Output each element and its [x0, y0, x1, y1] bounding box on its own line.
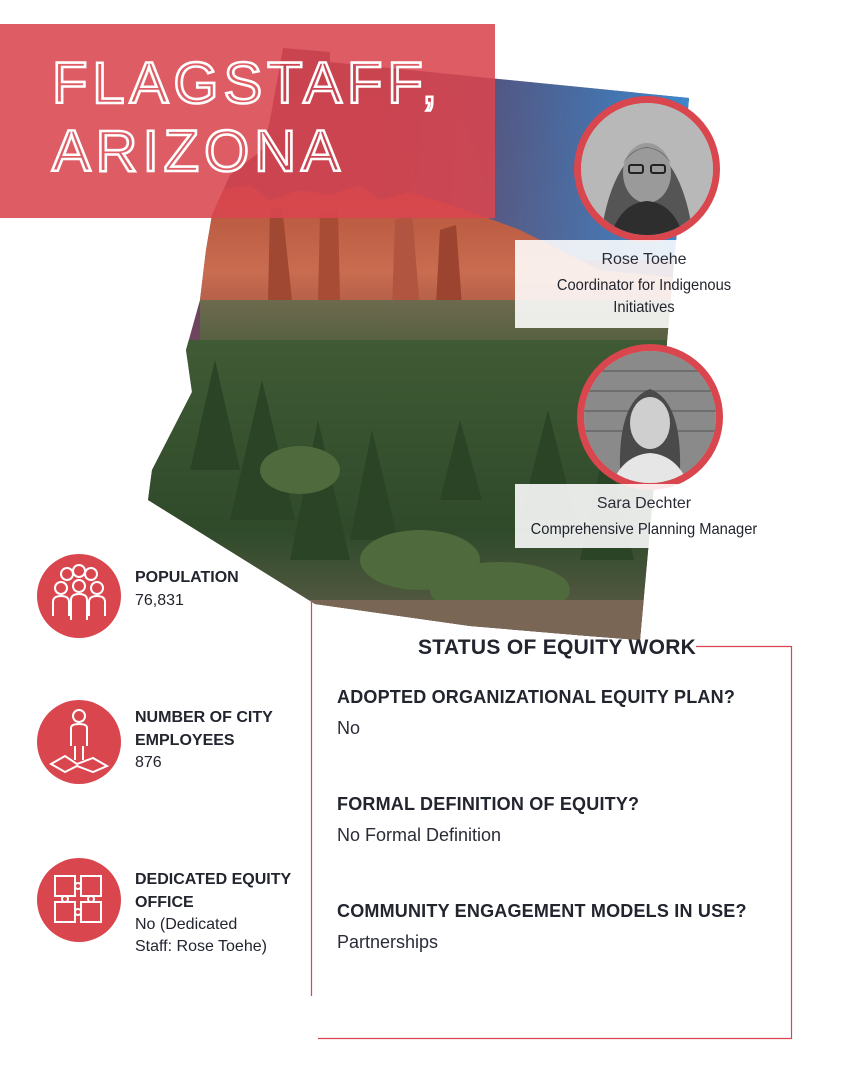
equity-office-value-line-2: Staff: Rose Toehe)	[135, 938, 267, 955]
city-title-line-1: FLAGSTAFF,	[52, 51, 443, 116]
equity-definition-answer: No Formal Definition	[337, 825, 502, 845]
population-value: 76,831	[135, 592, 184, 609]
equity-definition-question: FORMAL DEFINITION OF EQUITY?	[337, 794, 640, 814]
equity-office-value-line-1: No (Dedicated	[135, 916, 238, 933]
person-role-line-2: Initiatives	[613, 299, 675, 316]
person-name: Rose Toehe	[601, 251, 687, 268]
person-name: Sara Dechter	[596, 495, 692, 512]
person-role-line-1: Comprehensive Planning Manager	[530, 521, 758, 538]
equity-plan-question: ADOPTED ORGANIZATIONAL EQUITY PLAN?	[337, 687, 736, 707]
equity-office-label-line-2: OFFICE	[135, 894, 194, 911]
population-label: POPULATION	[135, 569, 239, 586]
engagement-models-answer: Partnerships	[337, 932, 439, 952]
employees-label-line-1: NUMBER OF CITY	[135, 709, 273, 726]
city-title-line-2: ARIZONA	[52, 119, 345, 184]
equity-office-label-line-1: DEDICATED EQUITY	[135, 871, 292, 888]
employees-label-line-2: EMPLOYEES	[135, 732, 235, 749]
equity-plan-answer: No	[337, 718, 361, 738]
equity-status-heading: STATUS OF EQUITY WORK	[418, 636, 697, 659]
person-role-line-1: Coordinator for Indigenous	[556, 277, 732, 294]
engagement-models-question: COMMUNITY ENGAGEMENT MODELS IN USE?	[337, 901, 747, 921]
employees-value: 876	[135, 754, 162, 771]
